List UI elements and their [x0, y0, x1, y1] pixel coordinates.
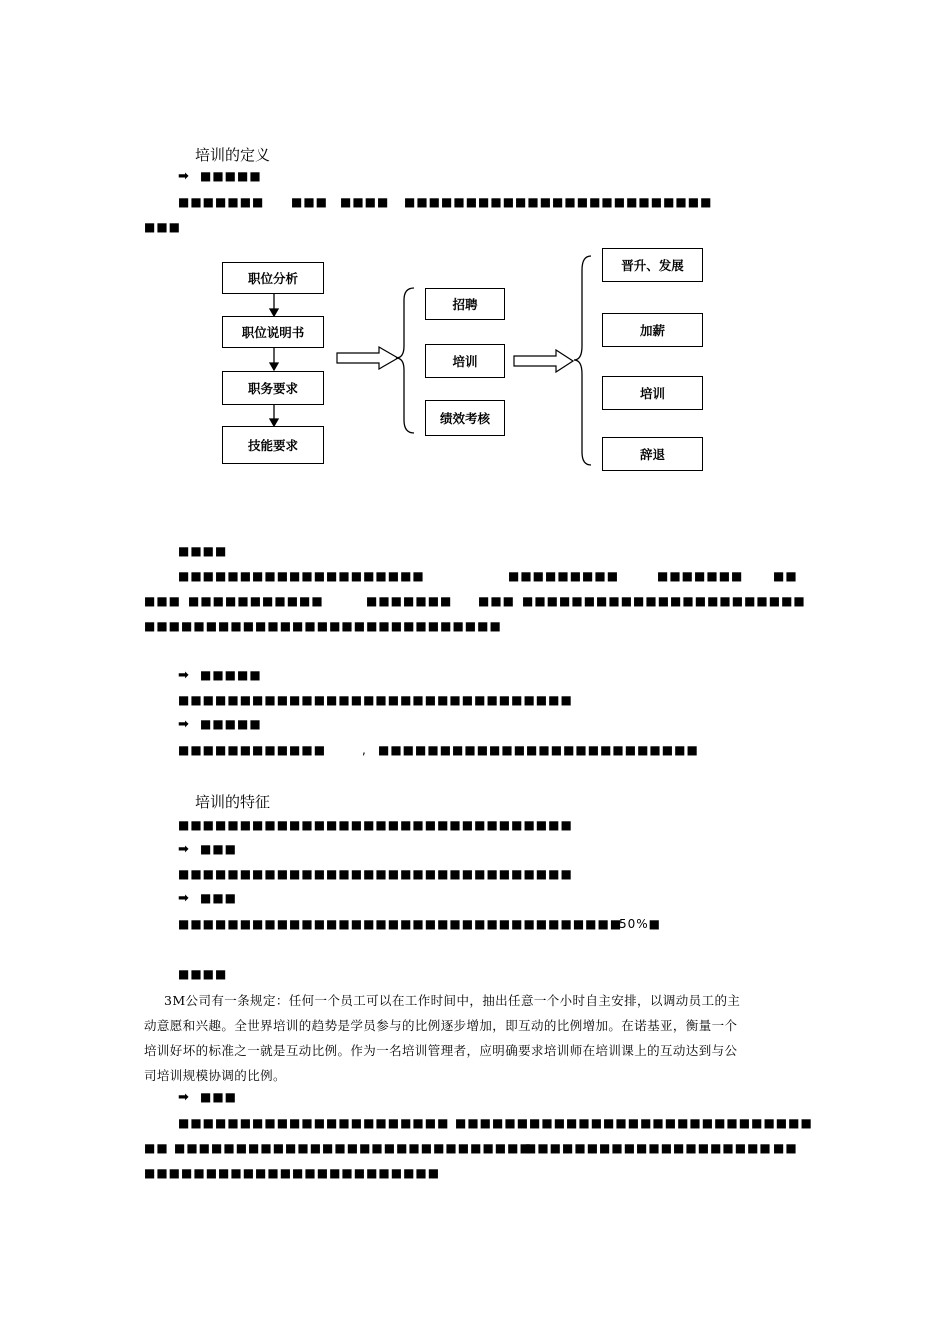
bullet-text: ■■■■■	[200, 668, 262, 682]
bullet-text: ■■■	[200, 1090, 238, 1104]
case-title: ■■■■	[178, 544, 228, 558]
text-segment: ■■	[773, 1141, 798, 1155]
text-segment: ■■■■■■■■■■■■■■■■■■■■■■■■■■■■■	[144, 619, 502, 633]
section-title-definition: 培训的定义	[195, 146, 271, 164]
curly-brace	[396, 288, 414, 433]
text-segment: ,	[362, 743, 367, 757]
text-segment: ■■■■■■■■■■■	[188, 594, 324, 608]
text-segment: ■■■■■■■■■■■■■■■■■■■■■■■■■■■■■■■■	[178, 693, 573, 707]
box-right-2: 加薪	[602, 313, 703, 347]
box-middle-3: 绩效考核	[425, 400, 505, 436]
text-segment: ■■■■■■■■■■■■■■■■■■■■	[525, 1141, 772, 1155]
box-right-3: 培训	[602, 376, 703, 410]
text-segment: ■■■	[478, 594, 516, 608]
bullet-item	[178, 891, 237, 906]
box-left-4: 技能要求	[222, 426, 324, 464]
down-arrow-head	[270, 363, 278, 370]
right-arrow-icon: ➡	[178, 891, 190, 906]
text-segment: ■■■■■■■	[178, 195, 265, 209]
curly-brace	[574, 256, 591, 465]
bullet-item	[178, 842, 237, 857]
text-segment: ■■■	[144, 594, 182, 608]
right-arrow-icon: ➡	[178, 169, 190, 184]
box-left-3: 职务要求	[222, 371, 324, 405]
text-segment: ■■■■■■■■■■■■■■■■■■■■■■■■■■■■■■■■	[178, 818, 573, 832]
right-arrow-icon: ➡	[178, 1090, 190, 1105]
block-arrow	[337, 347, 398, 369]
bullet-text: ■■■■■	[200, 717, 262, 731]
box-middle-1: 招聘	[425, 288, 505, 320]
bullet-text: ■■■■■	[200, 169, 262, 183]
bullet-item	[178, 1090, 237, 1105]
right-arrow-icon: ➡	[178, 668, 190, 683]
text-segment: ■■■■■■■■■■■■■■■■■■■■■■■■■	[404, 195, 713, 209]
block-arrow	[514, 350, 573, 372]
text-segment: ■■■■■■■■■■■■■■■■■■■■■■■■■■■■■■■■	[178, 867, 573, 881]
text-segment: ■■■■■■■■■■■■■■■■■■■■■■■■■■■■■	[455, 1116, 813, 1130]
text-segment: ■■■	[144, 220, 182, 234]
text-segment: ■■■■■■■■■■■■■■■■■■■■■■■■■■■■■■■■■■■■	[178, 917, 623, 931]
box-right-1: 晋升、发展	[602, 248, 703, 282]
section-title-features: 培训的特征	[195, 793, 271, 811]
text-segment: ■■■■■■■■■■■■■■■■■■■■■■	[178, 1116, 450, 1130]
paragraph-line: 司培训规模协调的比例。	[144, 1068, 286, 1083]
bullet-item	[178, 717, 262, 732]
box-right-4: 辞退	[602, 437, 703, 471]
bullet-text: ■■■	[200, 891, 238, 905]
text-segment: ■■■■■■■	[366, 594, 453, 608]
text-segment: ■■■■■■■	[657, 569, 744, 583]
text-segment: ■■	[144, 1141, 169, 1155]
bullet-text: ■■■	[200, 842, 238, 856]
text-segment: ■■■	[291, 195, 329, 209]
text-segment: ■■■■■■■■■■■■■■■■■■■■■■■	[522, 594, 806, 608]
case-title: ■■■■	[178, 967, 228, 981]
text-segment: ■■■■■■■■■■■■■■■■■■■■■■■■■■■■■	[174, 1141, 532, 1155]
right-arrow-icon: ➡	[178, 717, 190, 732]
paragraph-line: 培训好坏的标准之一就是互动比例。作为一名培训管理者，应明确要求培训师在培训课上的互动达到与公	[144, 1043, 738, 1058]
paragraph-line: 动意愿和兴趣。全世界培训的趋势是学员参与的比例逐步增加，即互动的比例增加。在诺基亚，衡量一个	[144, 1018, 738, 1033]
box-middle-2: 培训	[425, 344, 505, 378]
text-segment: ■■■■	[340, 195, 390, 209]
text-segment: ■■■■■■■■■	[508, 569, 620, 583]
down-arrow-head	[270, 419, 278, 426]
text-segment: ■■	[773, 569, 798, 583]
down-arrow-head	[270, 309, 278, 316]
text-segment: ■■■■■■■■■■■■■■■■■■■■	[178, 569, 425, 583]
bullet-item	[178, 668, 262, 683]
text-segment: ■■■■■■■■■■■■	[178, 743, 327, 757]
paragraph-line: 3M公司有一条规定：任何一个员工可以在工作时间中，抽出任意一个小时自主安排，以调动员工的主	[164, 993, 741, 1008]
box-left-2: 职位说明书	[222, 316, 324, 348]
text-segment: ■■■■■■■■■■■■■■■■■■■■■■■■	[144, 1166, 441, 1180]
right-arrow-icon: ➡	[178, 842, 190, 857]
box-left-1: 职位分析	[222, 262, 324, 294]
text-segment: ■■■■■■■■■■■■■■■■■■■■■■■■■■	[378, 743, 699, 757]
text-segment: 50%■	[619, 917, 662, 931]
